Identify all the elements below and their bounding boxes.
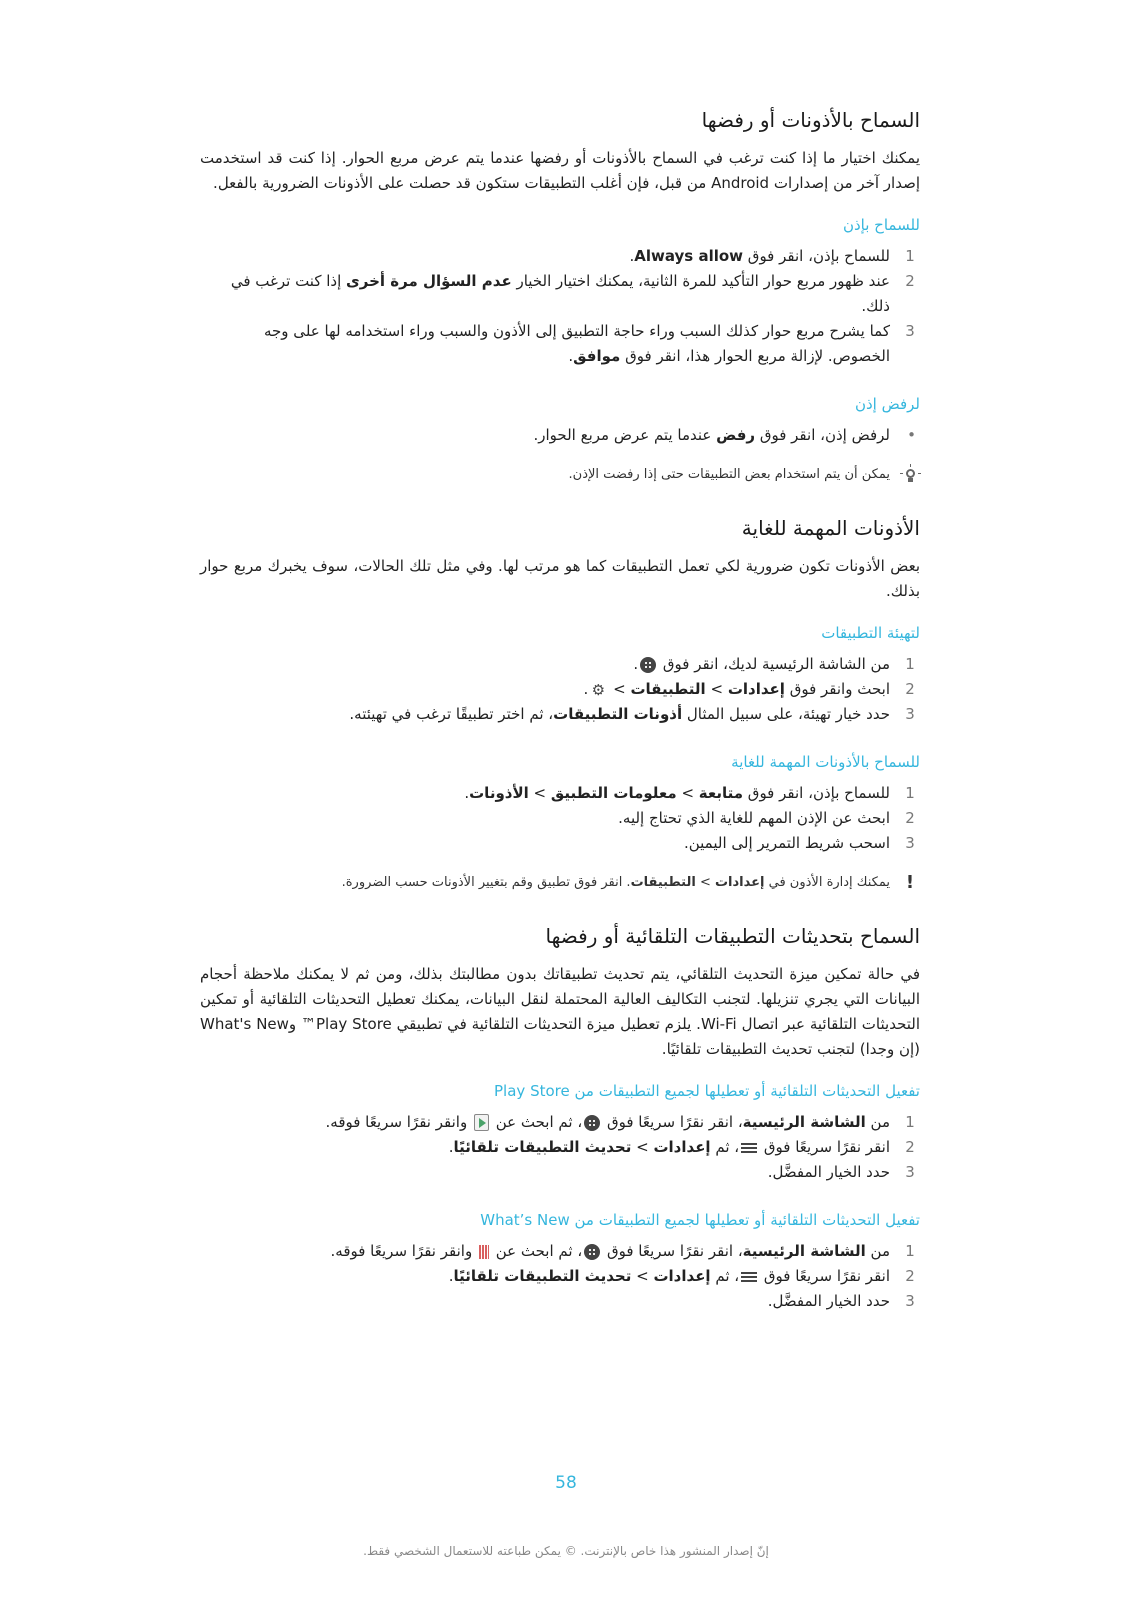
step-number: 3: [905, 1292, 915, 1310]
play-store-steps: [200, 1110, 920, 1185]
list-item: [200, 423, 920, 448]
step-text: حدد خيار تهيئة، على سبيل المثال: [682, 705, 890, 723]
page-content: [200, 96, 920, 1314]
step-text: وانقر نقرًا سريعًا فوقه.: [325, 1113, 472, 1131]
step-text: ابحث عن الإذن المهم للغاية الذي تحتاج إليه.: [618, 809, 890, 827]
step-text: ، ثم ابحث عن: [490, 1242, 583, 1260]
step-text: انقر نقرًا سريعًا فوق: [759, 1138, 890, 1156]
section-title-allow-deny: السماح بالأذونات أو رفضها: [701, 108, 920, 132]
list-item: [200, 319, 920, 369]
step-bold: التطبيقات: [630, 680, 706, 698]
allow-critical-steps: [200, 781, 920, 856]
step-text: .: [464, 784, 470, 802]
list-item: [200, 831, 920, 856]
subheading-whats-new: تفعيل التحديثات التلقائية أو تعطيلها لجميع التطبيقات من What’s New: [480, 1211, 920, 1229]
list-item: [200, 702, 920, 727]
step-bold: إعدادات: [653, 1267, 711, 1285]
subheading-config: لتهيئة التطبيقات: [821, 624, 920, 642]
step-bold: رفض: [716, 426, 756, 444]
step-number: 1: [905, 1113, 915, 1131]
step-text: لرفض إذن، انقر فوق: [755, 426, 890, 444]
list-item: [200, 677, 920, 702]
bullet-mark: •: [907, 426, 916, 444]
step-text: وانقر نقرًا سريعًا فوقه.: [330, 1242, 477, 1260]
gear-icon: ⚙: [591, 680, 606, 699]
step-bold: موافق: [573, 347, 621, 365]
step-bold: أذونات التطبيقات: [553, 705, 683, 723]
step-text: من: [865, 1242, 890, 1260]
step-text: ، ثم اختر تطبيقًا ترغب في تهيئته.: [349, 705, 554, 723]
step-text: للسماح بإذن، انقر فوق: [743, 247, 890, 265]
step-text: >: [528, 784, 551, 802]
step-text: .: [633, 655, 639, 673]
step-text: .: [568, 347, 574, 365]
list-item: [200, 806, 920, 831]
list-item: [200, 1289, 920, 1314]
step-text: .: [448, 1267, 454, 1285]
apps-icon: [584, 1244, 600, 1260]
step-text: >: [705, 680, 728, 698]
step-text: >: [631, 1138, 654, 1156]
list-item: [200, 1239, 920, 1264]
step-text: عند ظهور مربع حوار التأكيد للمرة الثانية، يمكنك اختيار الخيار: [511, 272, 890, 290]
step-text: حدد الخيار المفضَّل.: [767, 1292, 890, 1310]
step-number: 2: [905, 272, 915, 290]
menu-icon: [741, 1271, 757, 1283]
step-text: انقر نقرًا سريعًا فوق: [759, 1267, 890, 1285]
step-bold: تحديث التطبيقات تلقائيًا: [453, 1138, 632, 1156]
note-bold: التطبيقات: [630, 875, 696, 890]
note-text: يمكنك إدارة الأذون في: [764, 875, 890, 890]
step-text: للسماح بإذن، انقر فوق: [743, 784, 890, 802]
list-item: [200, 1264, 920, 1289]
config-steps: [200, 652, 920, 727]
step-text: .: [583, 680, 589, 698]
list-item: [200, 652, 920, 677]
allow-steps: [200, 244, 920, 369]
apps-icon: [640, 657, 656, 673]
list-item: [200, 1135, 920, 1160]
section-title-auto-updates: السماح بتحديثات التطبيقات التلقائية أو رفضها: [545, 924, 920, 948]
step-text: ، ثم ابحث عن: [490, 1113, 583, 1131]
step-bold: الشاشة الرئيسية: [742, 1113, 866, 1131]
step-number: 3: [905, 322, 915, 340]
step-number: 2: [905, 1267, 915, 1285]
menu-icon: [741, 1142, 757, 1154]
step-bold: إعدادات: [727, 680, 785, 698]
step-bold: تحديث التطبيقات تلقائيًا: [453, 1267, 632, 1285]
page-number: 58: [555, 1473, 577, 1493]
step-text: إذا كنت ترغب في ذلك.: [230, 272, 890, 315]
step-text: كما يشرح مربع حوار كذلك السبب وراء حاجة التطبيق إلى الأذون والسبب وراء استخدامه لها على وجه الخصوص. لإزالة مربع الحوار هذا، انقر فوق: [263, 322, 890, 365]
step-text: حدد الخيار المفضَّل.: [767, 1163, 890, 1181]
whats-new-icon: [479, 1245, 489, 1259]
list-item: [200, 244, 920, 269]
step-text: >: [608, 680, 631, 698]
step-number: 3: [905, 834, 915, 852]
subheading-allow-critical: للسماح بالأذونات المهمة للغاية: [731, 753, 920, 771]
step-number: 1: [905, 784, 915, 802]
step-number: 3: [905, 705, 915, 723]
whats-new-steps: [200, 1239, 920, 1314]
exclamation-icon: !: [905, 872, 915, 893]
step-bold: متابعة: [698, 784, 744, 802]
step-number: 1: [905, 247, 915, 265]
step-text: من الشاشة الرئيسية لديك، انقر فوق: [658, 655, 890, 673]
note-bold: إعدادات: [714, 875, 765, 890]
section-title-critical: الأذونات المهمة للغاية: [741, 516, 920, 540]
step-text: .: [448, 1138, 454, 1156]
step-number: 1: [905, 655, 915, 673]
step-text: ، ثم: [710, 1267, 740, 1285]
tip-note: [200, 464, 920, 486]
step-text: .: [629, 247, 635, 265]
note-text: . انقر فوق تطبيق وقم بتغيير الأذونات حسب الضرورة.: [341, 875, 631, 890]
list-item: [200, 269, 920, 319]
step-text: من: [865, 1113, 890, 1131]
subheading-deny: لرفض إذن: [854, 395, 920, 413]
deny-list: [200, 423, 920, 448]
note-text: >: [695, 875, 715, 890]
lightbulb-icon: [900, 466, 920, 484]
step-text: ، انقر نقرًا سريعًا فوق: [602, 1113, 743, 1131]
list-item: [200, 1110, 920, 1135]
step-text: اسحب شريط التمرير إلى اليمين.: [683, 834, 890, 852]
step-number: 1: [905, 1242, 915, 1260]
section-body: يمكنك اختيار ما إذا كنت ترغب في السماح بالأذونات أو رفضها عندما يتم عرض مربع الحوار. إذا كنت قد استخدمت إصدار آخر من إصدارات Android من قبل، فإن أغلب التطبيقات ستكون قد حصلت على الأذونات الضرورية بالفعل.: [200, 149, 920, 192]
step-number: 3: [905, 1163, 915, 1181]
list-item: [200, 1160, 920, 1185]
footer-note: إنّ إصدار المنشور هذا خاص بالإنترنت. © يمكن طباعته للاستعمال الشخصي فقط.: [363, 1544, 769, 1558]
step-number: 2: [905, 680, 915, 698]
step-text: >: [631, 1267, 654, 1285]
step-bold: عدم السؤال مرة أخرى: [346, 272, 512, 290]
step-bold: الأذونات: [469, 784, 529, 802]
subheading-play-store: تفعيل التحديثات التلقائية أو تعطيلها لجميع التطبيقات من Play Store: [494, 1082, 920, 1100]
list-item: [200, 781, 920, 806]
step-bold: الشاشة الرئيسية: [742, 1242, 866, 1260]
tip-text: يمكن أن يتم استخدام بعض التطبيقات حتى إذا رفضت الإذن.: [568, 467, 890, 482]
section-body: بعض الأذونات تكون ضرورية لكي تعمل التطبيقات كما هو مرتب لها. وفي مثل تلك الحالات، سوف يخبرك مربع حوار بذلك.: [200, 557, 920, 600]
step-bold: إعدادات: [653, 1138, 711, 1156]
step-text: عندما يتم عرض مربع الحوار.: [533, 426, 717, 444]
step-text: ، ثم: [710, 1138, 740, 1156]
step-number: 2: [905, 809, 915, 827]
step-number: 2: [905, 1138, 915, 1156]
section-body: في حالة تمكين ميزة التحديث التلقائي، يتم تحديث تطبيقاتك بدون مطالبتك بذلك، ومن ثم لا يمكنك ملاحظة أحجام البيانات التي يجري تنزيلها. لتجنب التكاليف العالية المحتملة لنقل البيانات، يمكنك تعطيل التحديثات التلقائية أو تمكين التحديثات التلقائية عبر اتصال Wi-Fi. يلزم تعطيل ميزة التحديثات التلقائية في تطبيقي Play Store™ وWhat's New (إن وجدا) لتجنب تحديث التطبيقات تلقائيًا.: [200, 965, 921, 1058]
warning-note: [200, 872, 920, 894]
step-bold: Always allow: [634, 247, 744, 265]
step-text: ابحث وانقر فوق: [784, 680, 890, 698]
step-text: ، انقر نقرًا سريعًا فوق: [602, 1242, 743, 1260]
step-text: >: [676, 784, 699, 802]
apps-icon: [584, 1115, 600, 1131]
play-store-icon: [474, 1114, 489, 1131]
subheading-allow: للسماح بإذن: [842, 216, 920, 234]
step-bold: معلومات التطبيق: [550, 784, 677, 802]
